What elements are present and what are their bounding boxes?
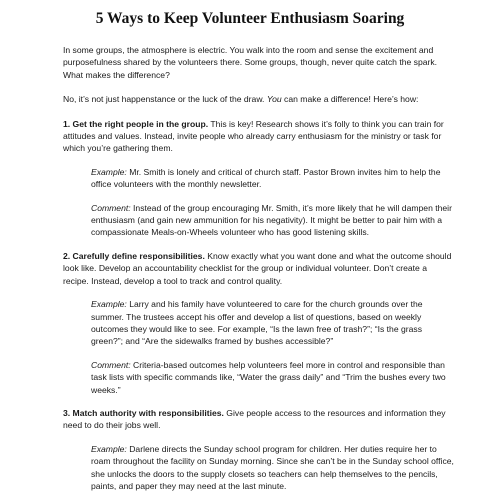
section-2-comment-label: Comment: — [91, 359, 131, 370]
section-2-example-text: Larry and his family have volunteered to care for the church grounds over the summer. The trustees accept his offer and develop a list of questions, based on weekly outcomes they would like to see. For example, “Is the lawn free of trash?”; “Is the grass green?”; and “Are the sidewalks framed by bushes accessible?” — [91, 299, 423, 347]
section-1-example-label: Example: — [91, 166, 127, 177]
section-1-example — [91, 166, 455, 191]
section-1-example-text: Mr. Smith is lonely and critical of church staff. Pastor Brown invites him to help the office volunteers with the monthly newsletter. — [91, 166, 441, 190]
section-1-paragraph — [63, 118, 455, 155]
intro2-before: No, it’s not just happenstance or the luck of the draw. — [63, 94, 267, 105]
section-2-example — [91, 298, 455, 348]
section-2-example-label: Example: — [91, 299, 127, 310]
section-2-comment-text: Criteria-based outcomes help volunteers feel more in control and responsible than task lists with specific commands like, “Water the grass daily” and “Trim the bushes every two weeks.” — [91, 359, 446, 395]
section-3-heading: 3. Match authority with responsibilities. — [63, 407, 224, 418]
section-2-paragraph — [63, 250, 455, 287]
section-2-heading: 2. Carefully define responsibilities. — [63, 250, 205, 261]
section-1-comment — [91, 202, 455, 239]
intro-paragraph: In some groups, the atmosphere is electric. You walk into the room and sense the excitement and purposefulness shared by the volunteers there. Some groups, though, never quite catch the spark. What makes the difference? — [63, 45, 438, 80]
section-1-comment-label: Comment: — [91, 202, 131, 213]
intro2-after: can make a difference! Here’s how: — [281, 94, 419, 105]
section-1-heading: 1. Get the right people in the group. — [63, 118, 209, 129]
document-body — [63, 44, 455, 500]
section-3-example-label: Example: — [91, 443, 127, 454]
section-3-example-text: Darlene directs the Sunday school program for children. Her duties require her to roam throughout the facility on Sunday morning. Since she can’t be in the Sunday school office, she unlocks the doors to the supply closets so teachers can help themselves to the pencils, paints, and paper they may need at the last minute. — [91, 443, 454, 491]
section-3-text: Give people access to the resources and information they need to do their jobs well. — [63, 407, 446, 431]
section-2-comment — [91, 359, 455, 396]
intro2-emphasis: You — [266, 94, 282, 105]
section-3-paragraph — [63, 407, 455, 432]
intro-paragraph-2 — [63, 93, 455, 105]
section-2-text: Know exactly what you want done and what the outcome should look like. Develop an accountability checklist for the group or individual volunteer. Don’t create a recipe. Instead, develop a tool to track and control quality. — [63, 250, 452, 286]
section-1-text: This is key! Research shows it’s folly to think you can train for attitudes and values. Instead, invite people who already carry enthusiasm for the ministry or task for which you’re gathering them. — [63, 118, 444, 154]
document-title: 5 Ways to Keep Volunteer Enthusiasm Soaring — [95, 10, 405, 27]
section-1-comment-text: Instead of the group encouraging Mr. Smith, it’s more likely that he will dampen their enthusiasm (and gain new ammunition for his negativity). It might be better to pair him with a compassionate Meals-on-Wheels volunteer who has good listening skills. — [91, 202, 452, 238]
section-3-example — [91, 443, 455, 493]
